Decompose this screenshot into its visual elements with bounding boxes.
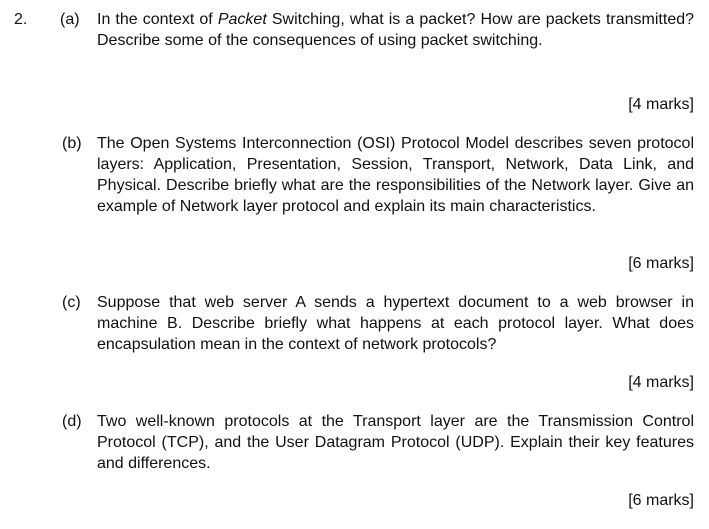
question-part-d [62,411,694,474]
part-a-text-end: Switching, what is a packet? How are packets transmitted? Describe some of the consequences of using packet switching. [97,11,695,49]
question-part-a [62,9,694,51]
part-a-emphasis: Packet [217,11,267,28]
part-a-label: (a) [60,11,80,28]
part-a-text [97,9,694,51]
part-a-text-start: In the context of [97,11,218,28]
part-d-marks: [6 marks] [628,492,694,509]
question-part-b [62,133,694,217]
part-b-text: The Open Systems Interconnection (OSI) Protocol Model describes seven protocol layers: Application, Presentation, Session, Transport, Network, Data Link, and Physical. Describe briefly what are the responsibilities of the Network layer. Give an example of Network layer protocol and explain its main characteristics. [97,135,694,215]
part-c-marks: [4 marks] [628,374,694,391]
part-b-marks: [6 marks] [628,255,694,272]
part-d-label: (d) [62,413,82,430]
part-c-label: (c) [62,294,81,311]
part-c-text: Suppose that web server A sends a hypertext document to a web browser in machine B. Describe briefly what happens at each protocol layer. What does encapsulation mean in the context of network protocols? [97,294,694,353]
question-part-c [62,292,694,355]
part-d-text: Two well-known protocols at the Transport layer are the Transmission Control Protocol (TCP), and the User Datagram Protocol (UDP). Explain their key features and differences. [97,413,694,472]
part-a-marks: [4 marks] [628,96,694,113]
part-b-label: (b) [62,135,82,152]
question-number: 2. [14,11,28,28]
